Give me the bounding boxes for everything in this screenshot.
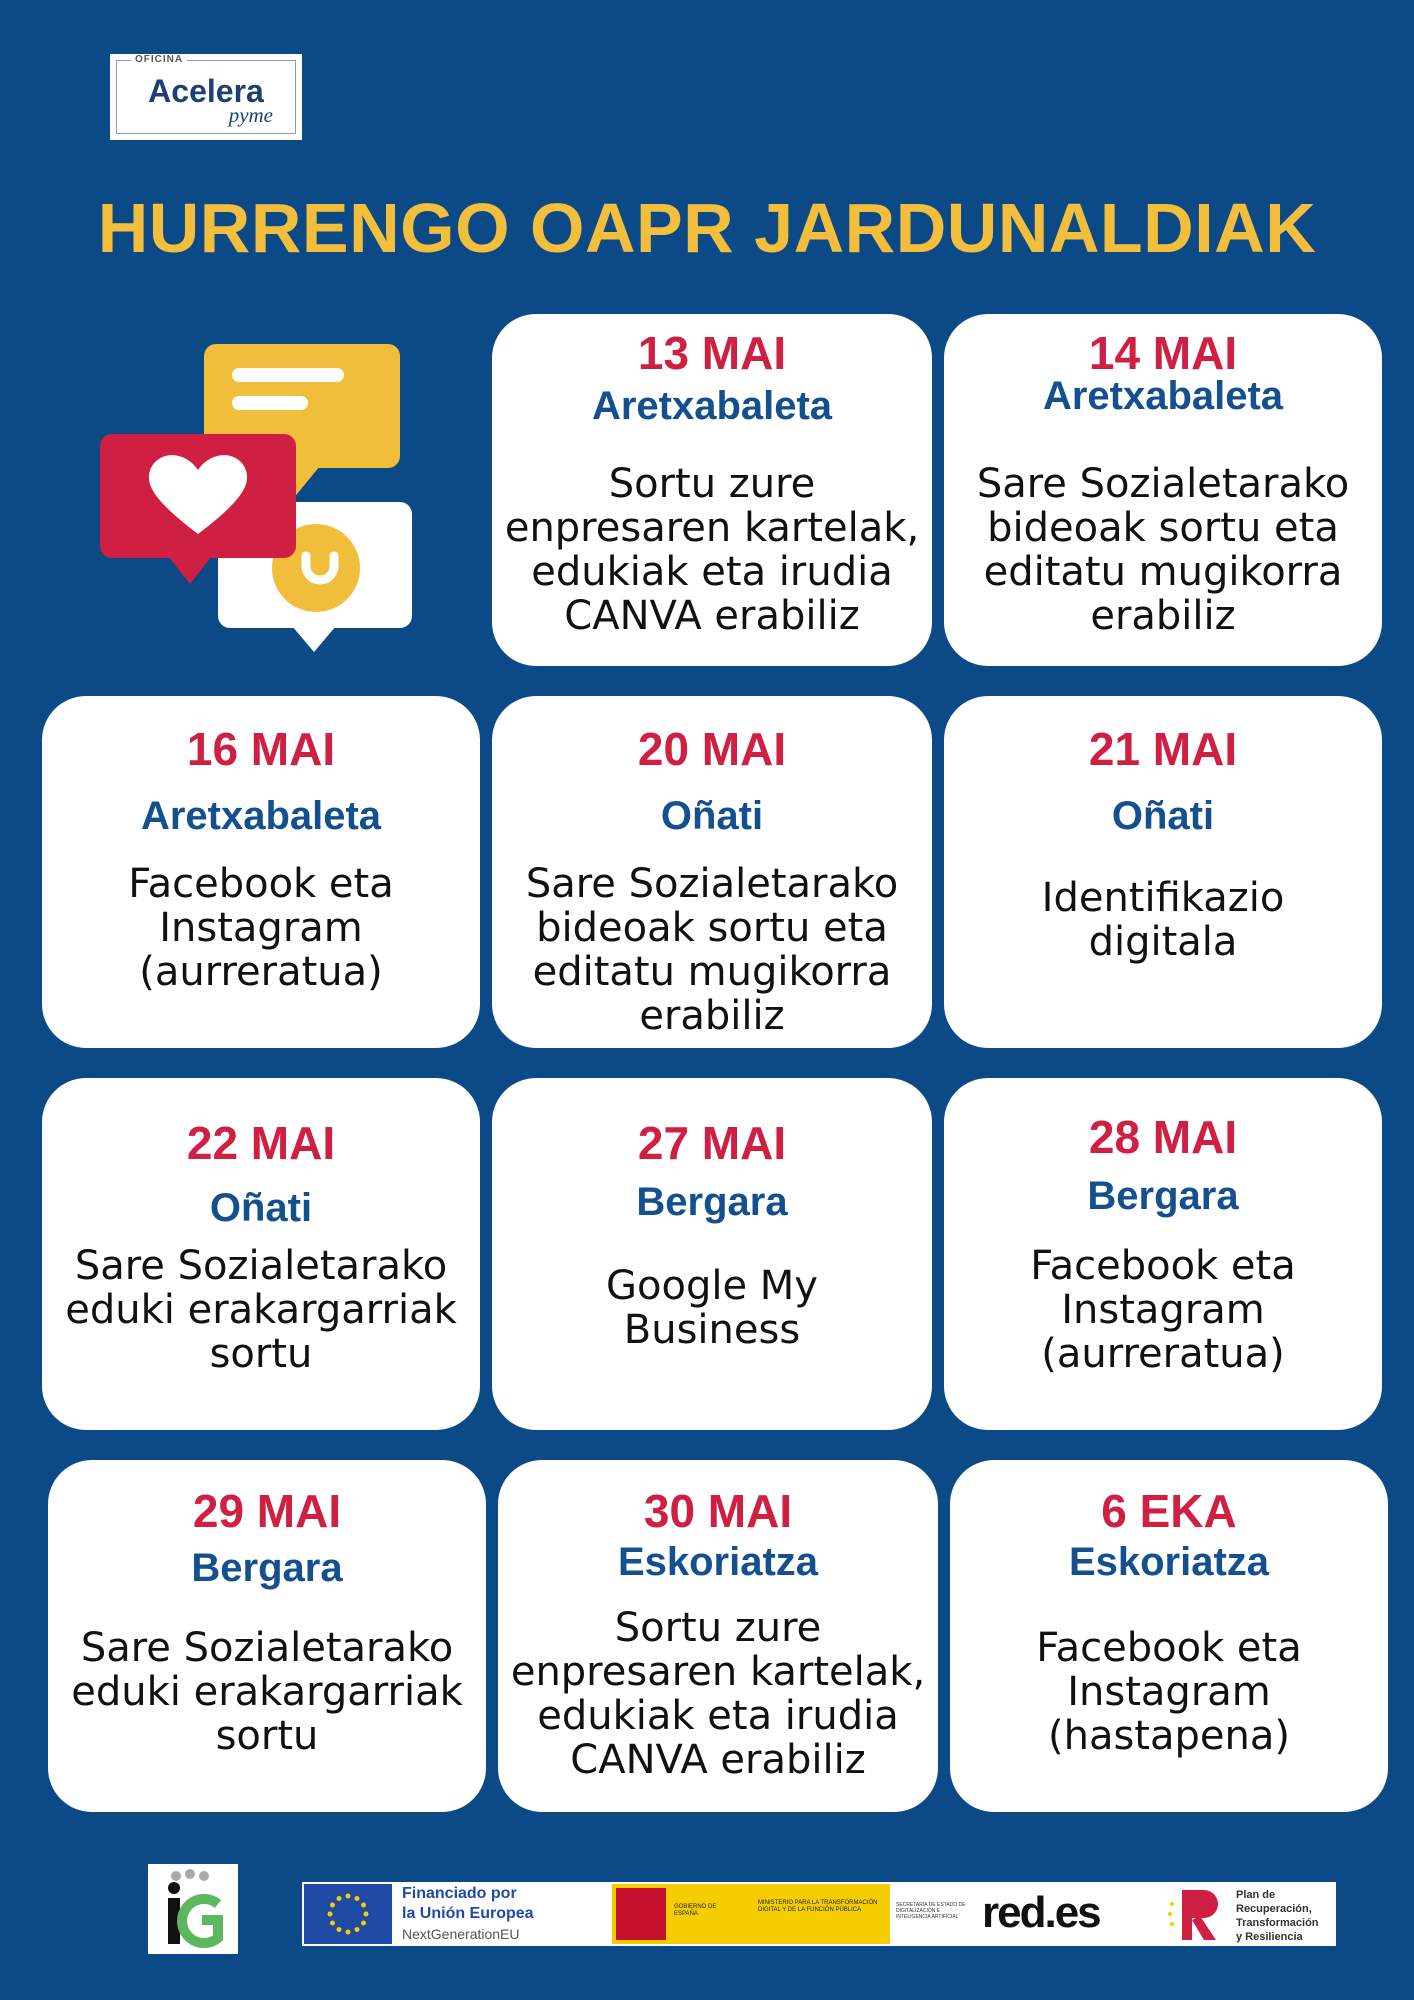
prtr-text <box>1236 1888 1319 1944</box>
logo-main-text: Acelera <box>148 73 264 109</box>
acelera-pyme-logo <box>110 54 302 140</box>
event-date: 14 MAI <box>1088 327 1238 379</box>
eu-flag-icon <box>304 1884 392 1944</box>
event-card <box>944 314 1382 666</box>
event-card <box>48 1460 486 1812</box>
eu-line-3: NextGenerationEU <box>402 1926 520 1942</box>
event-date: 6 EKA <box>1101 1485 1237 1537</box>
prtr-line-3: Transformación <box>1236 1917 1319 1929</box>
event-place: Aretxabaleta <box>1042 374 1284 418</box>
spain-shield-icon <box>616 1888 666 1940</box>
page-title: HURRENGO OAPR JARDUNALDIAK <box>97 189 1317 267</box>
event-place: Eskoriatza <box>1068 1540 1270 1584</box>
event-card <box>492 696 932 1048</box>
ministry-text: MINISTERIO PARA LA TRANSFORMACIÓN DIGITAL Y DE LA FUNCIÓN PÚBLICA <box>758 1900 878 1913</box>
eu-line-1: Financiado por <box>402 1885 517 1902</box>
event-card <box>42 1078 480 1430</box>
event-date: 29 MAI <box>192 1485 342 1537</box>
chat-bubbles-illustration <box>96 338 426 668</box>
event-description: Facebook eta Instagram (aurreratua) <box>1030 1243 1296 1377</box>
event-place: Bergara <box>1087 1174 1239 1218</box>
event-place: Bergara <box>636 1180 788 1224</box>
event-date: 13 MAI <box>637 327 787 379</box>
event-date: 28 MAI <box>1088 1111 1238 1163</box>
ig-logo-graphic <box>148 1864 238 1954</box>
redes-logo: red.es <box>982 1888 1100 1937</box>
event-card <box>944 1078 1382 1430</box>
eu-line-2: la Unión Europea <box>402 1905 534 1922</box>
spain-government-logo <box>612 1884 890 1944</box>
event-description: Facebook eta Instagram (aurreratua) <box>128 861 394 995</box>
event-card <box>492 1078 932 1430</box>
event-place: Oñati <box>1111 794 1215 838</box>
event-place: Oñati <box>209 1186 313 1230</box>
event-card <box>944 696 1382 1048</box>
event-card <box>42 696 480 1048</box>
logo-frame <box>116 54 296 134</box>
event-description: Identifikazio digitala <box>1041 875 1285 965</box>
event-place: Aretxabaleta <box>591 384 833 428</box>
event-description: Sortu zure enpresaren kartelak, edukiak eta irudia CANVA erabiliz <box>510 1605 926 1783</box>
event-description: Sare Sozialetarako eduki erakargarriak sortu <box>71 1625 463 1759</box>
event-card <box>492 314 932 666</box>
event-description: Sare Sozialetarako bideoak sortu eta editatu mugikorra erabiliz <box>525 861 899 1039</box>
event-description: Sare Sozialetarako eduki erakargarriak sortu <box>65 1243 457 1377</box>
event-place: Oñati <box>660 794 764 838</box>
eu-funding-text <box>402 1884 534 1944</box>
event-date: 30 MAI <box>643 1485 793 1537</box>
event-card <box>950 1460 1388 1812</box>
secretary-text: SECRETARÍA DE ESTADO DE DIGITALIZACIÓN E INTELIGENCIA ARTIFICIAL <box>896 1902 966 1920</box>
event-date: 21 MAI <box>1088 723 1238 775</box>
event-date: 20 MAI <box>637 723 787 775</box>
logo-sub-text: pyme <box>228 103 273 127</box>
event-description: Google My Business <box>606 1263 818 1353</box>
prtr-logo <box>1164 1886 1224 1942</box>
event-date: 27 MAI <box>637 1117 787 1169</box>
funding-logos-bar <box>302 1882 1336 1946</box>
event-description: Sortu zure enpresaren kartelak, edukiak eta irudia CANVA erabiliz <box>504 461 920 639</box>
prtr-line-2: Recuperación, <box>1236 1903 1312 1915</box>
event-description: Facebook eta Instagram (hastapena) <box>1036 1625 1302 1759</box>
event-card <box>498 1460 938 1812</box>
event-place: Aretxabaleta <box>140 794 382 838</box>
event-date: 16 MAI <box>186 723 336 775</box>
prtr-line-1: Plan de <box>1236 1889 1276 1901</box>
event-place: Bergara <box>191 1546 343 1590</box>
event-place: Eskoriatza <box>617 1540 819 1584</box>
logo-top-text: OFICINA <box>131 54 187 65</box>
event-date: 22 MAI <box>186 1117 336 1169</box>
gob-text: GOBIERNO DE ESPAÑA <box>674 1904 717 1917</box>
prtr-line-4: y Resiliencia <box>1236 1931 1303 1943</box>
ig-logo <box>148 1864 238 1954</box>
event-description: Sare Sozialetarako bideoak sortu eta editatu mugikorra erabiliz <box>976 461 1350 639</box>
